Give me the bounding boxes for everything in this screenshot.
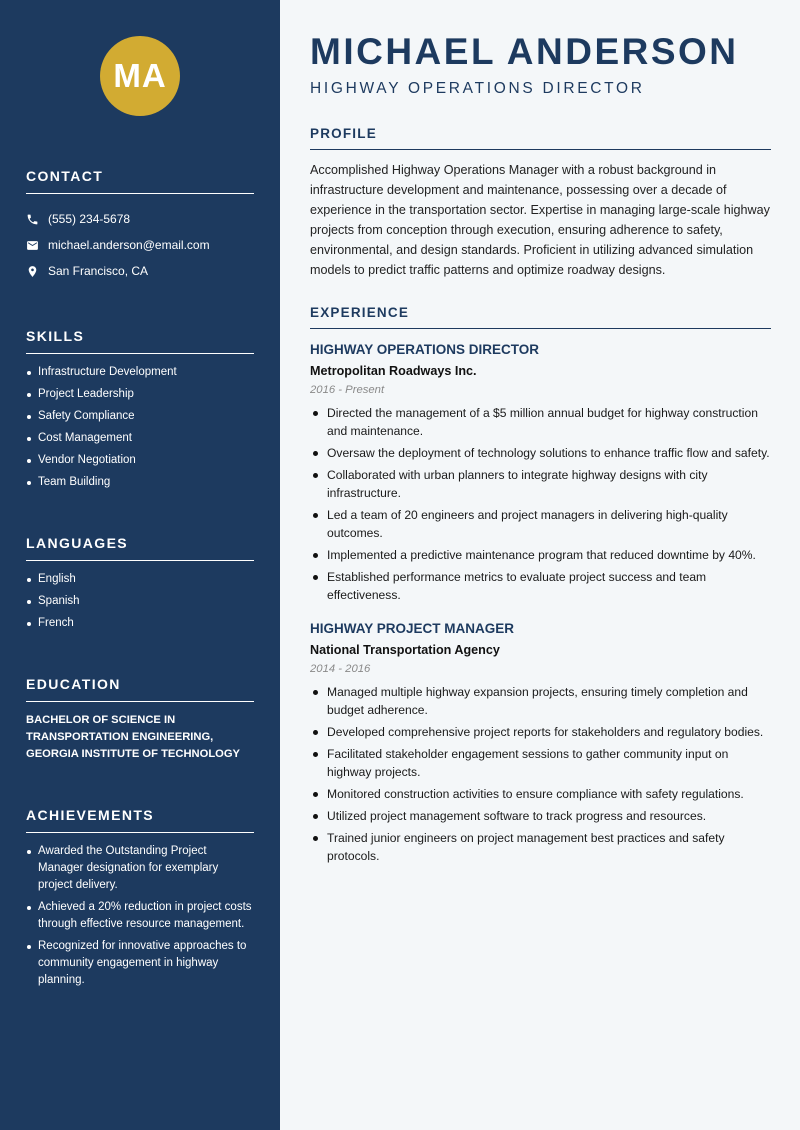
achievement-item: Awarded the Outstanding Project Manager designation for exemplary project delivery. xyxy=(26,843,254,894)
job-bullet: Led a team of 20 engineers and project managers in delivering high-quality outcomes. xyxy=(310,506,771,542)
phone-icon xyxy=(26,213,39,226)
contact-email xyxy=(26,232,254,258)
education-line: GEORGIA INSTITUTE OF TECHNOLOGY xyxy=(26,748,241,760)
language-item: Spanish xyxy=(26,593,254,610)
location-text: San Francisco, CA xyxy=(48,264,149,278)
job-entry xyxy=(310,341,771,604)
profile-heading: PROFILE xyxy=(310,126,771,150)
education-heading: EDUCATION xyxy=(26,676,254,702)
job-bullet: Monitored construction activities to ensure compliance with safety regulations. xyxy=(310,785,771,803)
contact-list xyxy=(26,206,254,284)
profile-section xyxy=(310,126,771,280)
skill-item: Cost Management xyxy=(26,430,254,447)
job-company: Metropolitan Roadways Inc. xyxy=(310,364,477,378)
achievements-section xyxy=(26,807,254,989)
skill-item: Infrastructure Development xyxy=(26,364,254,381)
job-bullet-list xyxy=(310,683,771,865)
job-bullet: Managed multiple highway expansion projects, ensuring timely completion and budget adherence. xyxy=(310,683,771,719)
contact-location xyxy=(26,258,254,284)
job-bullet: Established performance metrics to evaluate project success and team effectiveness. xyxy=(310,568,771,604)
education-section xyxy=(26,676,254,763)
achievement-item: Achieved a 20% reduction in project costs through effective resource management. xyxy=(26,899,254,933)
job-title: HIGHWAY OPERATIONS DIRECTOR xyxy=(310,342,540,357)
education-line: BACHELOR OF SCIENCE IN xyxy=(26,714,176,726)
job-bullet-list xyxy=(310,404,771,604)
language-item: French xyxy=(26,615,254,632)
job-bullet: Trained junior engineers on project management best practices and safety protocols. xyxy=(310,829,771,865)
languages-list xyxy=(26,571,254,632)
job-bullet: Implemented a predictive maintenance program that reduced downtime by 40%. xyxy=(310,546,771,564)
education-line: TRANSPORTATION ENGINEERING, xyxy=(26,731,214,743)
profile-text: Accomplished Highway Operations Manager with a robust background in infrastructure development and maintenance, possessing over a decade of experience in the transportation sector. Expertise in managing large-scale highway projects from conception through execution, ensuring adherence to safety, environmental, and design standards. Proficient in utilizing advanced simulation models to predict traffic patterns and optimize roadway designs. xyxy=(310,163,770,277)
job-bullet: Facilitated stakeholder engagement sessions to gather community input on highway projects. xyxy=(310,745,771,781)
location-pin-icon xyxy=(26,265,39,278)
main-content xyxy=(310,30,771,869)
job-dates: 2014 - 2016 xyxy=(310,663,371,675)
email-icon xyxy=(26,239,39,252)
skills-heading: SKILLS xyxy=(26,328,254,354)
phone-text: (555) 234-5678 xyxy=(48,212,131,226)
education-degree xyxy=(26,712,254,763)
job-dates: 2016 - Present xyxy=(310,384,385,396)
experience-section xyxy=(310,305,771,865)
language-item: English xyxy=(26,571,254,588)
monogram-avatar: MA xyxy=(100,36,180,116)
experience-heading: EXPERIENCE xyxy=(310,305,771,329)
achievements-list xyxy=(26,843,254,989)
skill-item: Project Leadership xyxy=(26,386,254,403)
sidebar xyxy=(0,0,280,1130)
contact-heading: CONTACT xyxy=(26,168,254,194)
email-text: michael.anderson@email.com xyxy=(48,238,210,252)
contact-section xyxy=(26,168,254,284)
languages-heading: LANGUAGES xyxy=(26,535,254,561)
achievements-heading: ACHIEVEMENTS xyxy=(26,807,254,833)
candidate-title: HIGHWAY OPERATIONS DIRECTOR xyxy=(310,80,645,97)
job-bullet: Developed comprehensive project reports for stakeholders and regulatory bodies. xyxy=(310,723,771,741)
job-bullet: Collaborated with urban planners to integrate highway designs with city infrastructure. xyxy=(310,466,771,502)
languages-section xyxy=(26,535,254,632)
job-bullet: Utilized project management software to track progress and resources. xyxy=(310,807,771,825)
job-bullet: Directed the management of a $5 million annual budget for highway construction and maintenance. xyxy=(310,404,771,440)
job-title: HIGHWAY PROJECT MANAGER xyxy=(310,621,515,636)
achievement-item: Recognized for innovative approaches to community engagement in highway planning. xyxy=(26,938,254,989)
skill-item: Vendor Negotiation xyxy=(26,452,254,469)
contact-phone xyxy=(26,206,254,232)
skill-item: Safety Compliance xyxy=(26,408,254,425)
skills-list xyxy=(26,364,254,491)
skills-section xyxy=(26,328,254,491)
candidate-name: MICHAEL ANDERSON xyxy=(310,31,739,72)
job-company: National Transportation Agency xyxy=(310,643,500,657)
skill-item: Team Building xyxy=(26,474,254,491)
job-entry xyxy=(310,620,771,865)
job-bullet: Oversaw the deployment of technology solutions to enhance traffic flow and safety. xyxy=(310,444,771,462)
